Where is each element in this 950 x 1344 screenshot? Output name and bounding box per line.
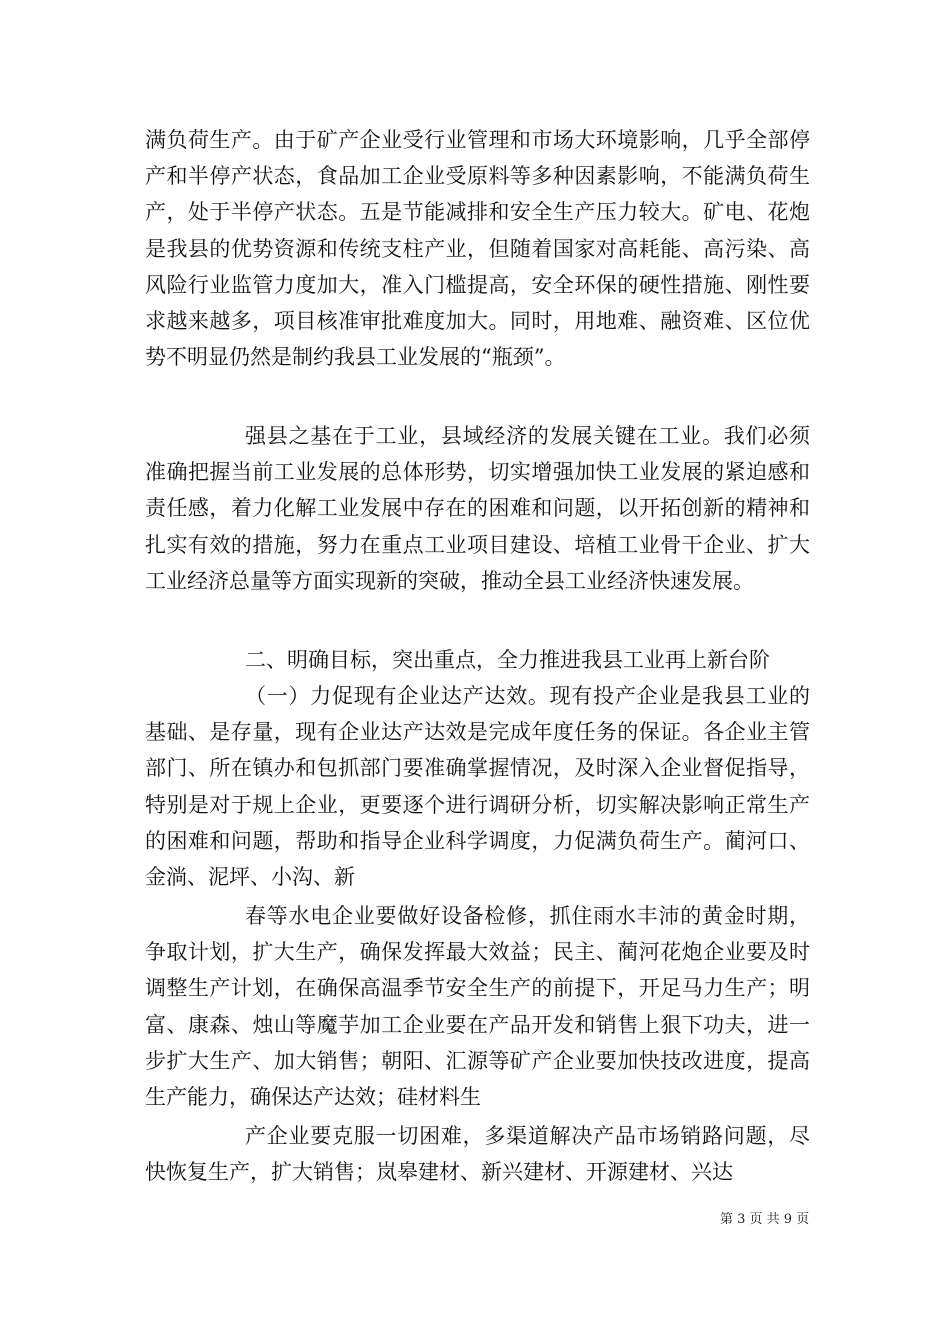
paragraph-difficulties: 满负荷生产。由于矿产企业受行业管理和市场大环境影响，几乎全部停产和半停产状态，食品加工企业受原料等多种因素影响，不能满负荷生产，处于半停产状态。五是节能减排和安全生产压力较大。矿电、花炮是我县的优势资源和传统支柱产业，但随着国家对高耗能、高污染、高风险行业监管力度加大，准入门槛提高，安全环保的硬性措施、刚性要求越来越多，项目核准审批难度加大。同时，用地难、融资难、区位优势不明显仍然是制约我县工业发展的“瓶颈”。 <box>145 128 810 370</box>
paragraph-existing-enterprises: （一）力促现有企业达产达效。现有投产企业是我县工业的基础、是存量，现有企业达产达效是完成年度任务的保证。各企业主管部门、所在镇办和包抓部门要准确掌握情况，及时深入企业督促指导，特别是对于规上企业，更要逐个进行调研分析，切实解决影响正常生产的困难和问题，帮助和指导企业科学调度，力促满负荷生产。蔺河口、金淌、泥坪、小沟、新 <box>145 684 810 890</box>
paragraph-hydropower-enterprises: 春等水电企业要做好设备检修，抓住雨水丰沛的黄金时期，争取计划，扩大生产，确保发挥最大效益；民主、蔺河花炮企业要及时调整生产计划，在确保高温季节安全生产的前提下，开足马力生产；明富、康森、烛山等魔芋加工企业要在产品开发和销售上狠下功夫，进一步扩大生产、加大销售；朝阳、汇源等矿产企业要加快技改进度，提高生产能力，确保达产达效；硅材料生 <box>145 904 810 1110</box>
page-number-footer: 第 3 页 共 9 页 <box>720 1212 810 1227</box>
paragraph-silicon-enterprises: 产企业要克服一切困难，多渠道解决产品市场销路问题，尽快恢复生产，扩大销售；岚皋建材、新兴建材、开源建材、兴达 <box>145 1124 810 1185</box>
paragraph-industry-foundation: 强县之基在于工业，县域经济的发展关键在工业。我们必须准确把握当前工业发展的总体形势，切实增强加快工业发展的紧迫感和责任感，着力化解工业发展中存在的困难和问题，以开拓创新的精神和扎实有效的措施，努力在重点工业项目建设、培植工业骨干企业、扩大工业经济总量等方面实现新的突破，推动全县工业经济快速发展。 <box>145 424 810 593</box>
section-heading-two: 二、明确目标，突出重点，全力推进我县工业再上新台阶 <box>245 648 770 672</box>
